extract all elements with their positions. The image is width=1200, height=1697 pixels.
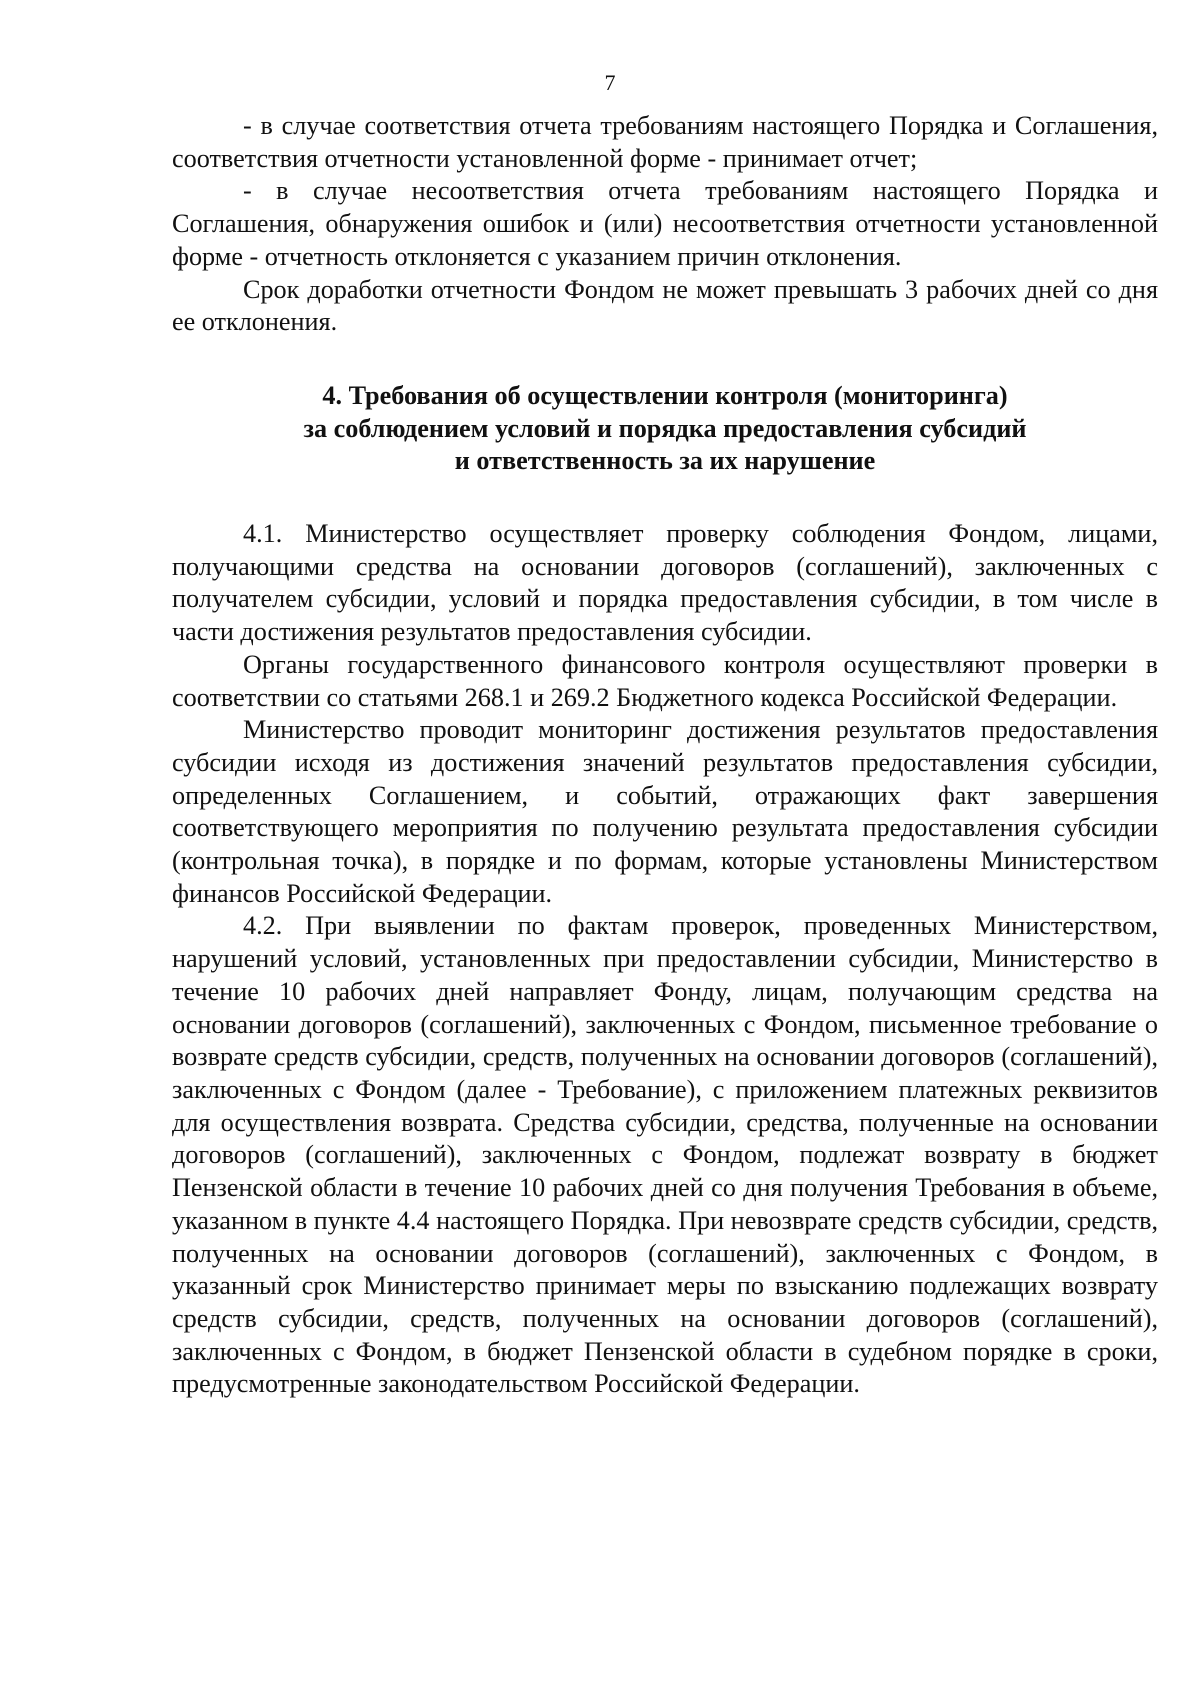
section-heading-line: и ответственность за их нарушение — [454, 446, 876, 476]
paragraph-revision-deadline: Срок доработки отчетности Фондом не может превышать 3 рабочих дней со дня ее отклонения. — [172, 274, 1158, 337]
paragraph-monitoring: Министерство проводит мониторинг достижения результатов предоставления субсидии исходя из достижения значений результатов предоставления субсидии, определенных Соглашением, и событий, отражающих факт завершения соответствующего мероприятия по получению результата предоставления субсидии (контрольная точка), в порядке и по формам, которые установлены Министерством финансов Российской Федерации. — [172, 715, 1158, 908]
paragraph-accept-report: - в случае соответствия отчета требованиям настоящего Порядка и Соглашения, соответствия отчетности установленной форме - принимает отчет; — [172, 111, 1158, 173]
paragraph-4-1: 4.1. Министерство осуществляет проверку соблюдения Фондом, лицами, получающими средства на основании договоров (соглашений), заключенных с получателем субсидии, условий и порядка предоставления субсидии, в том числе в части достижения результатов предоставления субсидии. — [172, 519, 1158, 647]
page-number: 7 — [604, 70, 616, 95]
paragraph-4-2: 4.2. При выявлении по фактам проверок, проведенных Министерством, нарушений условий, установленных при предоставлении субсидии, Министерство в течение 10 рабочих дней направляет Фонду, лицам, получающим средства на основании договоров (соглашений), заключенных с Фондом, письменное требование о возврате средств субсидии, средств, полученных на основании договоров (соглашений), заключенных с Фондом (далее - Требование), с приложением платежных реквизитов для осуществления возврата. Средства субсидии, средства, полученные на основании договоров (соглашений), заключенных с Фондом, подлежат возврату в бюджет Пензенской области в течение 10 рабочих дней со дня получения Требования в объеме, указанном в пункте 4.4 настоящего Порядка. При невозврате средств субсидии, средств, полученных на основании договоров (соглашений), заключенных с Фондом, в указанный срок Министерство принимает меры по взысканию подлежащих возврату средств субсидии, средств, полученных на основании договоров (соглашений), заключенных с Фондом, в бюджет Пензенской области в судебном порядке в сроки, предусмотренные законодательством Российской Федерации. — [172, 911, 1158, 1399]
section-heading-line: за соблюдением условий и порядка предоставления субсидий — [303, 413, 1027, 443]
section-heading — [172, 380, 1158, 478]
paragraph-reject-report: - в случае несоответствия отчета требованиям настоящего Порядка и Соглашения, обнаружения ошибок и (или) несоответствия отчетности установленной форме - отчетность отклоняется с указанием причин отклонения. — [172, 176, 1158, 271]
section-heading-line: 4. Требования об осуществлении контроля (мониторинга) — [322, 380, 1008, 410]
document-body — [172, 110, 1158, 1401]
paragraph-financial-control: Органы государственного финансового контроля осуществляют проверки в соответствии со статьями 268.1 и 269.2 Бюджетного кодекса Российской Федерации. — [172, 649, 1158, 712]
